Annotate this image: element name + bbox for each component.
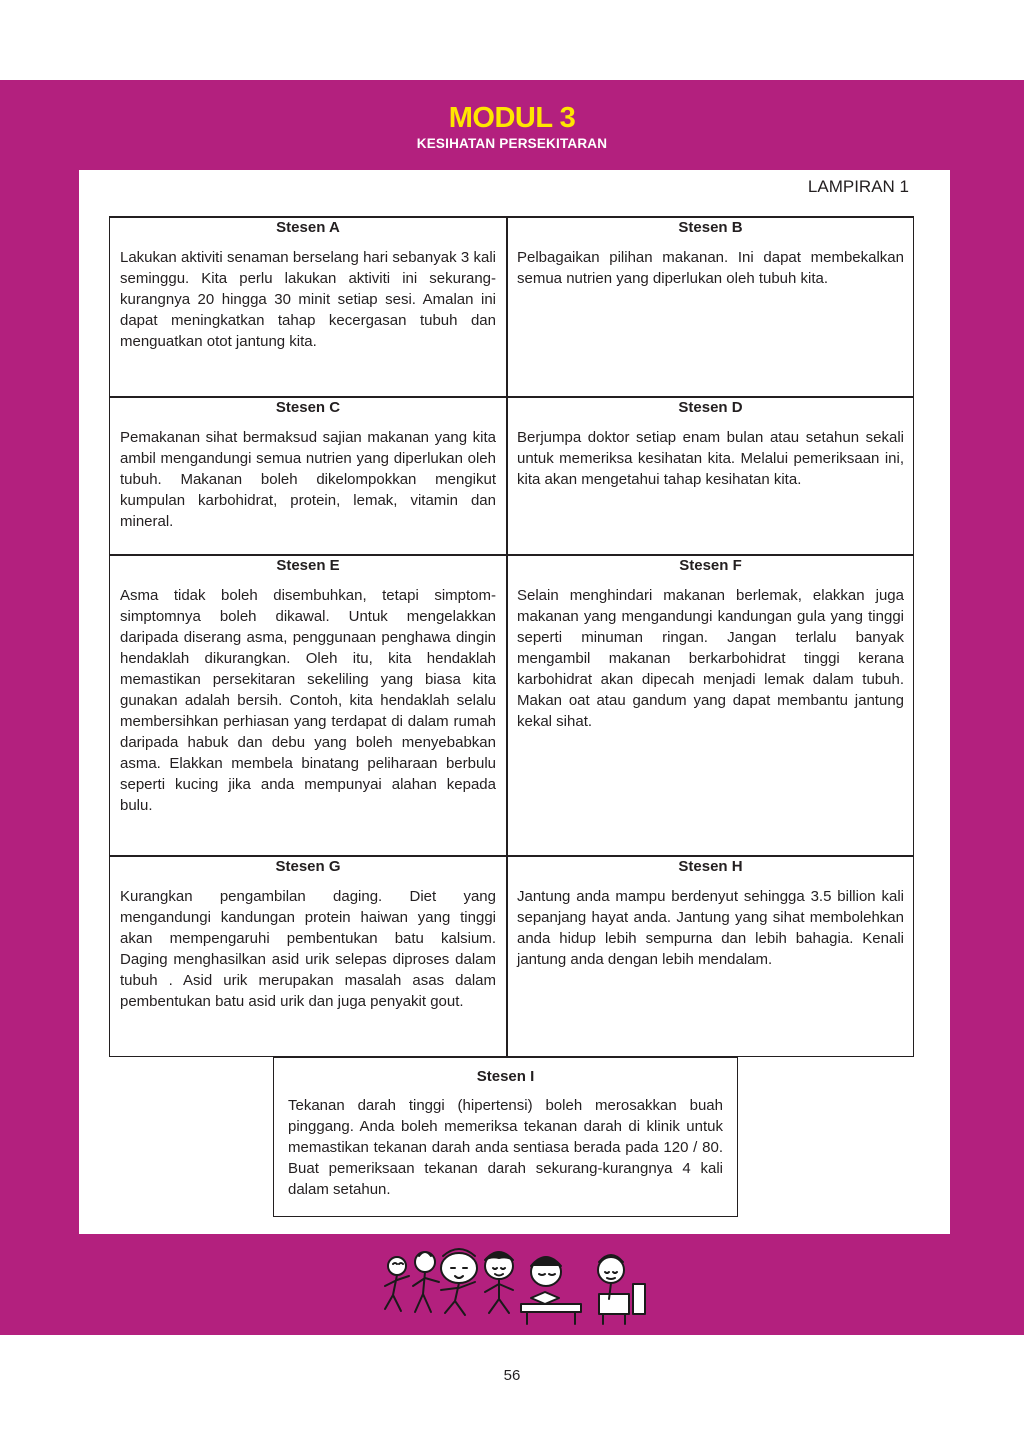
station-cell-g — [120, 855, 496, 1012]
children-illustration — [381, 1244, 648, 1326]
station-text: Jantung anda mampu berdenyut sehingga 3.5 billion kali sepanjang hayat anda. Jantung yang sihat membolehkan anda hidup lebih sempurna dan lebih bahagia. Kenali jantung anda dengan lebih mendalam. — [517, 888, 904, 968]
module-subtitle: KESIHATAN PERSEKITARAN — [416, 136, 608, 151]
station-title: Stesen E — [276, 557, 340, 574]
station-text: Pemakanan sihat bermaksud sajian makanan yang kita ambil mengandungi semua nutrien yang diperlukan oleh tubuh. Makanan boleh dikelompokkan mengikut kumpulan karbohidrat, protein, lemak, vitamin dan mineral. — [120, 429, 496, 530]
station-grid — [109, 216, 914, 1057]
station-title: Stesen F — [679, 557, 742, 574]
station-text: Asma tidak boleh disembuhkan, tetapi simptom-simptomnya boleh dikawal. Untuk mengelakkan daripada diserang asma, penggunaan penghawa dingin hendaklah dikurangkan. Oleh itu, kita hendaklah memastikan persekitaran sekeliling yang biasa kita gunakan adalah bersih. Contoh, kita hendaklah selalu membersihkan perhiasan yang terdapat di dalam rumah daripada habuk dan debu yang boleh menyebabkan asma. Elakkan membela binatang peliharaan berbulu seperti kucing jika anda mempunyai alahan kepada bulu. — [120, 587, 496, 814]
station-cell-d — [517, 396, 904, 490]
station-title: Stesen I — [476, 1068, 535, 1085]
station-text: Selain menghindari makanan berlemak, elakkan juga makanan yang mengandungi kandungan gula yang tinggi seperti minuman ringan. Jangan terlalu banyak mengambil makanan berkarbohidrat tinggi kerana karbohidrat akan dipecah menjadi lemak dalam tubuh. Makan oat atau gandum yang dapat membantu jantung kekal sihat. — [517, 587, 904, 730]
station-title: Stesen B — [678, 219, 743, 236]
appendix-label: LAMPIRAN 1 — [807, 177, 909, 196]
station-title: Stesen D — [678, 399, 743, 416]
station-cell-c — [120, 396, 496, 532]
station-title: Stesen H — [678, 858, 743, 875]
station-cell-e — [120, 554, 496, 816]
station-cell-a — [120, 216, 496, 352]
station-text: Tekanan darah tinggi (hipertensi) boleh merosakkan buah pinggang. Anda boleh memeriksa tekanan darah di klinik untuk memastikan tekanan darah anda sentiasa berada pada 120 / 80. Buat pemeriksaan tekanan darah sekurang-kurangnya 4 kali dalam setahun. — [288, 1097, 723, 1198]
station-title: Stesen G — [275, 858, 341, 875]
page-number: 56 — [503, 1367, 521, 1384]
station-cell-h — [517, 855, 904, 970]
station-title: Stesen A — [276, 219, 340, 236]
grid-divider-vertical — [506, 216, 508, 1056]
station-text: Lakukan aktiviti senaman berselang hari sebanyak 3 kali seminggu. Kita perlu lakukan aktiviti ini sekurang-kurangnya 20 hingga 30 minit setiap sesi. Amalan ini dapat meningkatkan tahap kecergasan tubuh dan menguatkan otot jantung kita. — [120, 249, 496, 350]
station-text: Pelbagaikan pilihan makanan. Ini dapat membekalkan semua nutrien yang diperlukan oleh tubuh kita. — [517, 249, 904, 287]
station-cell-i — [273, 1057, 738, 1217]
station-text: Berjumpa doktor setiap enam bulan atau setahun sekali untuk memeriksa kesihatan kita. Melalui pemeriksaan ini, kita akan mengetahui tahap kesihatan kita. — [517, 429, 904, 488]
station-cell-f — [517, 554, 904, 732]
station-title: Stesen C — [275, 399, 341, 416]
station-cell-b — [517, 216, 904, 289]
module-title: MODUL 3 — [448, 102, 576, 134]
station-text: Kurangkan pengambilan daging. Diet yang mengandungi kandungan protein haiwan yang tinggi akan mempengaruhi pembentukan batu kalsium. Daging menghasilkan asid urik selepas diproses dalam tubuh . Asid urik merupakan masalah asas dalam pembentukan batu asid urik dan juga penyakit gout. — [120, 888, 496, 1010]
